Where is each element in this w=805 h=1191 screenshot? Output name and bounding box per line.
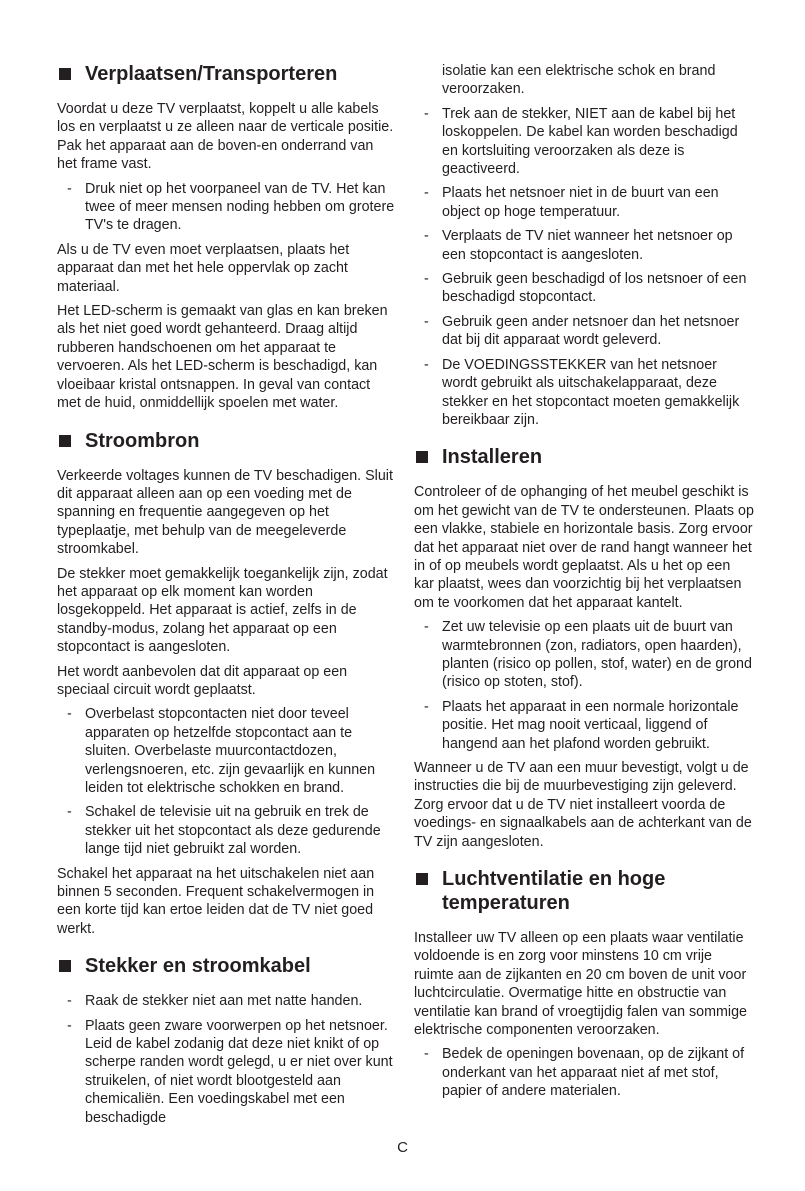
section-heading: Stekker en stroomkabel — [57, 954, 397, 978]
square-bullet-icon — [59, 68, 71, 80]
dash-bullet-icon: - — [424, 619, 429, 636]
paragraph: Wanneer u de TV aan een muur bevestigt, volgt u de instructies die bij de muurbevestiging zijn geleverd. Zorg ervoor dat u de TV niet installeert voorda de voedings- en signaalkabels aan de achterkant van de TV zijn aangesloten. — [414, 760, 752, 850]
paragraph: Verkeerde voltages kunnen de TV beschadigen. Sluit dit apparaat alleen aan op een voeding met de spanning en frequentie aangegeven op het typeplaatje, met behulp van de meegeleverde stroomkabel. — [57, 467, 393, 558]
section-stroombron — [57, 429, 397, 939]
paragraph: Voordat u deze TV verplaatst, koppelt u alle kabels los en verplaatst u ze alleen naar de verticale positie. Pak het apparaat aan de boven-en onderrand van het frame vast. — [57, 101, 394, 173]
bullet-list — [414, 1045, 754, 1100]
bullet-list — [414, 105, 754, 430]
dash-bullet-icon: - — [424, 313, 429, 330]
section-installeren — [414, 445, 754, 851]
bullet-list — [57, 992, 397, 1127]
list-item: - De VOEDINGSSTEKKER van het netsnoer wordt gebruikt als uitschakelapparaat, deze stekker en het stopcontact moeten gemakkelijk bereikbaar zijn. — [424, 356, 740, 428]
square-bullet-icon — [416, 873, 428, 885]
left-column — [57, 62, 397, 1143]
paragraph: Controleer of de ophanging of het meubel geschikt is om het gewicht van de TV te ondersteunen. Plaats op een vlakke, stabiele en horizontale basis. Zorg ervoor dat het apparaat niet over de rand hangt wanneer het in of op meubels wordt geplaatst. Als u het op een kar plaatst, wees dan voorzichtig bij het verplaatsen om te voorkomen dat het apparaat kantelt. — [414, 484, 754, 611]
dash-bullet-icon: - — [424, 356, 429, 373]
section-stekker — [57, 954, 397, 1127]
section-verplaatsen — [57, 62, 397, 413]
paragraph: Het wordt aanbevolen dat dit apparaat op een speciaal circuit wordt geplaatst. — [57, 663, 348, 698]
square-bullet-icon — [59, 960, 71, 972]
dash-bullet-icon: - — [424, 105, 429, 122]
list-item: - Gebruik geen ander netsnoer dan het netsnoer dat bij dit apparaat wordt geleverd. — [424, 313, 740, 349]
list-item: - Schakel de televisie uit na gebruik en trek de stekker uit het stopcontact als deze gedurende lange tijd niet gebruikt zal worden. — [67, 804, 381, 858]
list-item: - Bedek de openingen bovenaan, op de zijkant of onderkant van het apparaat niet af met stof, papier of andere materialen. — [424, 1046, 745, 1100]
section-heading: Verplaatsen/Transporteren — [57, 62, 397, 86]
list-item: - Plaats het netsnoer niet in de buurt van een object op hoge temperatuur. — [424, 185, 719, 220]
section-heading: Stroombron — [57, 429, 397, 453]
dash-bullet-icon: - — [67, 993, 72, 1010]
list-item: - Zet uw televisie op een plaats uit de buurt van warmtebronnen (zon, radiators, open haarden), planten (risico op pollen, stof, water) en de grond (risico op stoten, stof). — [424, 619, 752, 691]
dash-bullet-icon: - — [424, 185, 429, 202]
dash-bullet-icon: - — [67, 180, 72, 197]
section-heading: Installeren — [414, 445, 754, 469]
list-item: - Plaats het apparaat in een normale horizontale positie. Het mag nooit verticaal, liggend of hangend aan het plafond worden gebruikt. — [424, 698, 739, 752]
paragraph: De stekker moet gemakkelijk toegankelijk zijn, zodat het apparaat op elk moment kan worden losgekoppeld. Het apparaat is actief, zelfs in de standby-modus, zolang het apparaat op een stopcontact is aangesloten. — [57, 565, 388, 656]
page-label: C — [397, 1139, 408, 1156]
section-luchtventilatie — [414, 867, 754, 1101]
list-item: - Verplaats de TV niet wanneer het netsnoer op een stopcontact is aangesloten. — [424, 228, 733, 263]
list-item: - Trek aan de stekker, NIET aan de kabel bij het loskoppelen. De kabel kan worden beschadigd en kortsluiting veroorzaken als deze is geactiveerd. — [424, 105, 738, 178]
continued-paragraph: isolatie kan een elektrische schok en brand veroorzaken. — [442, 63, 716, 98]
right-column — [414, 62, 754, 1117]
dash-bullet-icon: - — [67, 1017, 72, 1034]
paragraph: Het LED-scherm is gemaakt van glas en kan breken als het niet goed wordt gehanteerd. Draag altijd rubberen handschoenen om het apparaat te vervoeren. Als het LED-scherm is beschadigd, kan vloeibaar kristal ontsnappen. In geval van contact met de huid, onmiddellijk spoelen met water. — [57, 303, 388, 412]
dash-bullet-icon: - — [67, 706, 72, 723]
section-stekker-continued — [414, 62, 754, 429]
list-item: - Gebruik geen beschadigd of los netsnoer of een beschadigd stopcontact. — [424, 271, 747, 306]
paragraph: Schakel het apparaat na het uitschakelen niet aan binnen 5 seconden. Frequent schakelvermogen in een korte tijd kan ertoe leiden dat de TV niet goed werkt. — [57, 865, 375, 937]
dash-bullet-icon: - — [424, 1046, 429, 1063]
bullet-list — [57, 705, 397, 858]
list-item: - Druk niet op het voorpaneel van de TV. Het kan twee of meer mensen noding hebben om grotere TV's te dragen. — [67, 180, 395, 234]
list-item: - Plaats geen zware voorwerpen op het netsnoer. Leid de kabel zodanig dat deze niet knikt of op scherpe randen wordt gelegd, u er niet over kunt struikelen, of niet wordt blootgesteld aan chemicaliën. Een voedingskabel met een beschadigde — [67, 1017, 393, 1126]
square-bullet-icon — [416, 451, 428, 463]
dash-bullet-icon: - — [424, 698, 429, 715]
list-item: - Raak de stekker niet aan met natte handen. — [67, 993, 363, 1010]
section-heading: Luchtventilatie en hoge temperaturen — [414, 867, 754, 915]
bullet-list — [414, 618, 754, 753]
dash-bullet-icon: - — [424, 228, 429, 245]
paragraph: Installeer uw TV alleen op een plaats waar ventilatie voldoende is en zorg voor minstens 10 cm vrije ruimte aan de zijkanten en 20 cm boven de unit voor luchtcirculatie. Overmatige hitte en obstructie van ventilatie kan brand of vroegtijdig falen van sommige elektrische componenten veroorzaken. — [414, 930, 747, 1039]
list-item: - Overbelast stopcontacten niet door teveel apparaten op hetzelfde stopcontact aan te sluiten. Overbelaste muurcontactdozen, verlengsnoeren, etc. zijn gevaarlijk en kunnen leiden tot elektrische schokken en brand. — [67, 706, 376, 796]
square-bullet-icon — [59, 435, 71, 447]
paragraph: Als u de TV even moet verplaatsen, plaats het apparaat dan met het hele oppervlak op zacht materiaal. — [57, 241, 350, 295]
dash-bullet-icon: - — [67, 804, 72, 821]
bullet-list — [57, 180, 397, 235]
dash-bullet-icon: - — [424, 271, 429, 288]
